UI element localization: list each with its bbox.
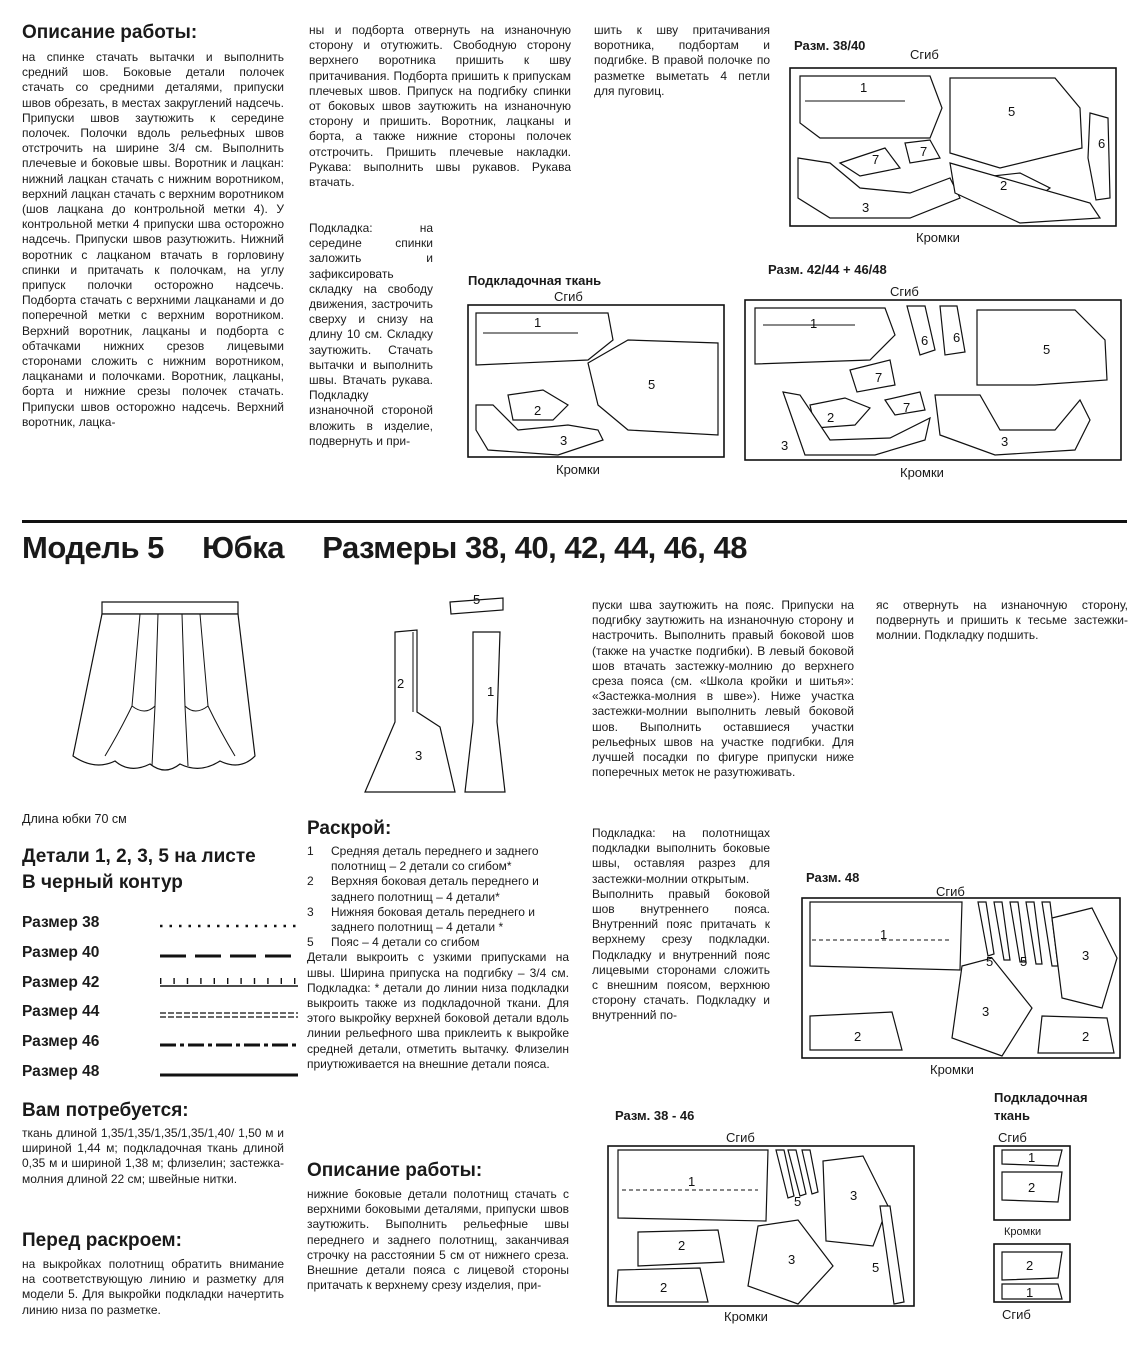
lining-piece-1: 1 — [534, 315, 542, 330]
size48-piece-5b: 5 — [1020, 954, 1028, 969]
size-line-dotted — [160, 924, 300, 928]
top-work-col3: шить к шву притачивания воротника, подбортам и подгибке. В правой полочке по разметке выметать 4 петли для пуговиц. — [594, 23, 770, 98]
size48-piece-3a: 3 — [1082, 948, 1090, 963]
right-col-text: яс отвернуть на изнаночную сторону, подвернуть и пришить к тесьме застежки-молнии. Подкладку подшить. — [876, 598, 1128, 643]
cutting-heading: Раскрой: — [307, 818, 392, 839]
lining-fold-label: Сгиб — [554, 289, 583, 304]
layout-selvedge-label: Кромки — [916, 230, 960, 245]
cutting-list — [307, 844, 569, 1072]
layout-size-38-46-label: Разм. 38 - 46 — [615, 1108, 695, 1123]
size38-selvedge-label: Кромки — [724, 1309, 768, 1324]
layout-size-48-label: Разм. 48 — [806, 870, 860, 885]
model-garment: Юбка — [202, 530, 284, 565]
layout-38-piece-3: 3 — [862, 200, 870, 215]
layout-size-42-48-label: Разм. 42/44 + 46/48 — [768, 262, 887, 277]
piece-1-label: 1 — [487, 684, 495, 699]
size38-piece-2b: 2 — [660, 1280, 668, 1295]
layout-38-piece-6: 6 — [1098, 136, 1106, 151]
layout-38-piece-2: 2 — [1000, 178, 1008, 193]
layout-fold-label: Сгиб — [910, 47, 939, 62]
model-sizes: Размеры 38, 40, 42, 44, 46, 48 — [322, 530, 747, 565]
mid-col-text2: Подкладка: на полотнищах подкладки выполнить боковые швы, оставляя разрез для застежки-молнии открытым. Выполнить правый боковой шов внутреннего пояса. Внутренний пояс притачать к верхнему срезу подкладки. Подкладку и внутренний пояс лицевыми сторонами сложить с внешним поясом, верхнюю сторону стачать. Подкладку и внутренний по- — [592, 826, 770, 1023]
lining-small-fold-bottom: Сгиб — [1002, 1307, 1031, 1322]
size-line-tick — [160, 984, 300, 992]
size-label-42: Размер 42 — [22, 974, 100, 991]
cutting-item: 2 Верхняя боковая деталь переднего и заднего полотнищ – 4 детали* — [307, 874, 539, 904]
size-row-42 — [22, 974, 282, 994]
layout-48-diagram — [802, 898, 1122, 1060]
layout-size-38-40-label: Разм. 38/40 — [794, 38, 866, 53]
before-cut-text: на выкройках полотнищ обратить внимание на соответствующую линию и разметку для модели 5. Для выкройки подкладки начертить линию низа по разметке. — [22, 1257, 284, 1317]
details-title-line2: В черный контур — [22, 872, 183, 893]
lining-small-diagram-bottom — [994, 1244, 1074, 1306]
layout2-selvedge-label: Кромки — [900, 465, 944, 480]
size-label-44: Размер 44 — [22, 1003, 100, 1020]
lining-piece-5: 5 — [648, 377, 656, 392]
top-work-col1: на спинке стачать вытачки и выполнить средний шов. Боковые детали полочек стачать со средними деталями, припуски швов обрезать, в местах закруглений надсечь. Припуски швов заутюжить к середине полочек. Полочки вдоль рельефных швов отстрочить на ширине 3/4 см. Выполнить плечевые и боковые швы. Воротник и лацкан: нижний лацкан стачать с нижним воротником, верхний лацкан стачать с верхним воротником (шов лацкана до контрольной метки 4). У контрольной метки 4 припуски шва осторожно надсечь. Припуски швов разутюжить. Нижний воротник с лацканом втачать в горловину спинки и притачать к полочкам, на углу припуск полочки осторожно надсечь. Подборта стачать с верхними лацканами и до поперечной метки с верхним воротником. Верхний воротник, лацканы и подборта с обтачками нижних срезов лицевыми сторонами сложить с нижним воротником, лацканами и полочками. Воротник, лацканы, борта и нижние срезы полочек стачать. Припуски швов осторожно надсечь. Верхний воротник, лацка- — [22, 50, 284, 429]
piece-5-label: 5 — [473, 592, 481, 607]
size48-piece-2a: 2 — [854, 1029, 862, 1044]
layout-38-40-diagram — [790, 68, 1120, 228]
top-work-col2-lining: Подкладка: на середине спинки заложить и зафиксировать складку на свободу движения, застрочить сверху и снизу на длину 10 см. Складку заутюжить. Стачать вытачки и выполнить швы. Втачать рукава. Подкладку изнаночной стороной вложить в изделие, подвернуть и при- — [309, 221, 433, 448]
size-line-double — [160, 1013, 300, 1019]
model-heading — [22, 530, 747, 566]
size48-fold-label: Сгиб — [936, 884, 965, 899]
size-row-40 — [22, 944, 282, 964]
lining-layout-diagram — [468, 305, 728, 460]
size-line-solid — [160, 1073, 300, 1077]
layout2-piece-6b: 6 — [953, 330, 961, 345]
layout-38-46-diagram — [608, 1146, 918, 1308]
size38-piece-5a: 5 — [794, 1194, 802, 1209]
skirt-illustration — [70, 596, 270, 796]
size38-piece-1: 1 — [688, 1174, 696, 1189]
cutting-item: 5 Пояс – 4 детали со сгибом — [307, 935, 480, 950]
mid-col-text1: пуски шва заутюжить на пояс. Припуски на подгибку заутюжить на изнаночную сторону и настрочить. Выполнить правый боковой шов (также на участке подгибки). В левый боковой шов втачать застежку-молнию до верхнего среза пояса (см. «Школа кройки и шитья»: «Застежка-молния в шве»). Ниже участка застежки-молнии выполнить левый боковой шов. Выполнить оставшиеся участки рельефных швов на участке подгибки. Для лучшей посадки по фигуре припуски ниже поперечных меток не разутюживать. — [592, 598, 854, 780]
lining-small-piece-2: 2 — [1028, 1180, 1036, 1195]
size-label-46: Размер 46 — [22, 1033, 100, 1050]
lining-small-piece-1b: 1 — [1026, 1285, 1034, 1300]
layout2-piece-6a: 6 — [921, 333, 929, 348]
size-label-48: Размер 48 — [22, 1063, 100, 1080]
skirt-pattern-pieces — [355, 592, 515, 802]
lining-selvedge-label: Кромки — [556, 462, 600, 477]
lining-piece-2: 2 — [534, 403, 542, 418]
work2-heading: Описание работы: — [307, 1160, 483, 1181]
size-row-48 — [22, 1063, 282, 1083]
needs-heading: Вам потребуется: — [22, 1100, 189, 1121]
layout2-piece-2: 2 — [827, 410, 835, 425]
piece-2-label: 2 — [397, 676, 405, 691]
size-line-dashed — [160, 954, 300, 958]
size48-selvedge-label: Кромки — [930, 1062, 974, 1077]
lining-piece-3: 3 — [560, 433, 568, 448]
layout-38-piece-7b: 7 — [920, 144, 928, 159]
layout-38-piece-7a: 7 — [872, 152, 880, 167]
details-title — [22, 844, 256, 896]
layout-38-piece-5: 5 — [1008, 104, 1016, 119]
layout-42-48-diagram — [745, 300, 1125, 464]
size48-piece-5a: 5 — [986, 954, 994, 969]
size48-piece-1: 1 — [880, 927, 888, 942]
size-row-44 — [22, 1003, 282, 1023]
cutting-item: 1 Средняя деталь переднего и заднего полотнищ – 2 детали со сгибом* — [307, 844, 539, 874]
details-title-line1: Детали 1, 2, 3, 5 на листе — [22, 846, 256, 867]
lining-small-selvedges: Кромки — [1004, 1226, 1042, 1238]
size48-piece-2b: 2 — [1082, 1029, 1090, 1044]
cutting-text: Детали выкроить с узкими припусками на швы. Ширина припуска на подгибку – 3/4 см. Подкладка: * детали до линии низа подкладки выкроить также из подкладочной ткани. Для этого выкройку верхней боковой детали вдоль линии рельефного шва приклеить к выкройке средней детали, отметить вытачку. Флизелин приутюживается на внешние детали пояса. — [307, 950, 569, 1071]
top-work-col2: ны и подборта отвернуть на изнаночную сторону и отутюжить. Свободную сторону верхнего воротника пришить к шву притачивания. Подборта пришить к припускам плечевых швов. Припуск на подгибку спинки от боковых швов заутюжить на изнаночную сторону и пришить. Воротник, лацканы и борта, а также нижние стороны полочек отстрочить. Пришить плечевые накладки. Рукава: выполнить швы рукавов. Рукава втачать. — [309, 23, 571, 190]
lining-small-diagram-top — [994, 1146, 1074, 1224]
size38-piece-3a: 3 — [850, 1188, 858, 1203]
layout2-piece-3a: 3 — [781, 438, 789, 453]
cutting-item: 3 Нижняя боковая деталь переднего и заднего полотнищ – 4 детали * — [307, 904, 535, 935]
layout-38-piece-1: 1 — [860, 80, 868, 95]
layout2-piece-3b: 3 — [1001, 434, 1009, 449]
layout2-piece-7b: 7 — [903, 400, 911, 415]
size38-fold-label: Сгиб — [726, 1130, 755, 1145]
size48-piece-3b: 3 — [982, 1004, 990, 1019]
size-line-dashdot — [160, 1043, 300, 1047]
size-label-40: Размер 40 — [22, 944, 100, 961]
layout2-piece-1: 1 — [810, 316, 818, 331]
needs-text: ткань длиной 1,35/1,35/1,35/1,35/1,40/ 1,50 м и шириной 1,44 м; подкладочная ткань длиной 0,35 м и шириной 1,38 м; флизелин; застежка-молния длиной 22 см; швейные нитки. — [22, 1126, 284, 1186]
lining-small-title: Подкладочная ткань — [994, 1090, 1088, 1123]
lining-layout-title: Подкладочная ткань — [468, 273, 602, 288]
size-row-38 — [22, 914, 282, 934]
piece-3-label: 3 — [415, 748, 423, 763]
lining-small-piece-2b: 2 — [1026, 1258, 1034, 1273]
top-work-heading: Описание работы: — [22, 22, 198, 43]
section-divider — [22, 520, 1127, 523]
size38-piece-5b: 5 — [872, 1260, 880, 1275]
model-title: Модель 5 — [22, 530, 164, 565]
before-cut-heading: Перед раскроем: — [22, 1230, 182, 1251]
size38-piece-3b: 3 — [788, 1252, 796, 1267]
size-row-46 — [22, 1033, 282, 1053]
layout2-piece-7a: 7 — [875, 370, 883, 385]
size38-piece-2a: 2 — [678, 1238, 686, 1253]
size-label-38: Размер 38 — [22, 914, 100, 931]
lining-small-piece-1: 1 — [1028, 1150, 1036, 1165]
skirt-length: Длина юбки 70 см — [22, 812, 127, 826]
lining-small-fold-top: Сгиб — [998, 1130, 1027, 1145]
layout2-fold-label: Сгиб — [890, 284, 919, 299]
work2-text: нижние боковые детали полотнищ стачать с верхними боковыми деталями, припуски швов заутюжить. Выполнить рельефные швы переднего и заднего полотнищ, заканчивая строчку на расстоянии 5 см от нижнего среза. Внешние детали пояса с лицевой стороны притачать к верхнему срезу изделия, при- — [307, 1187, 569, 1293]
layout2-piece-5: 5 — [1043, 342, 1051, 357]
